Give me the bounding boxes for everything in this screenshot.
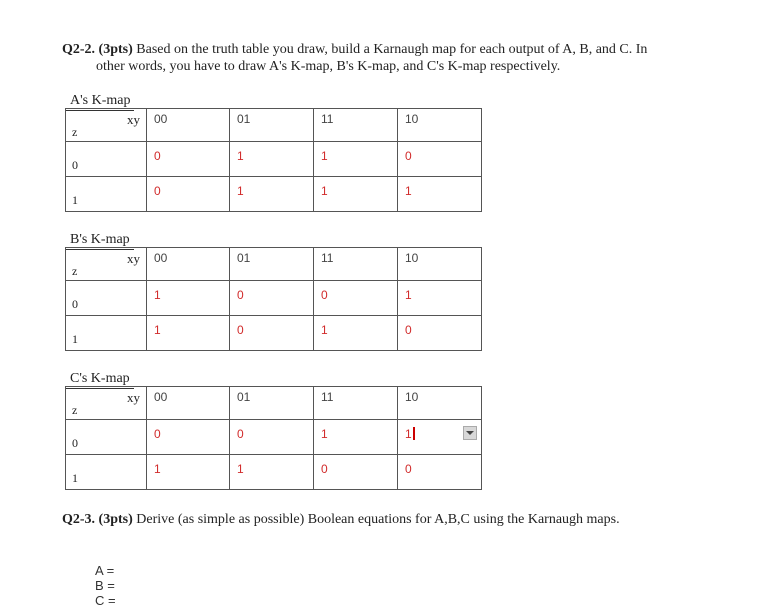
- kmap-b-z-label: z: [72, 264, 78, 278]
- kmap-c-row-label: 1: [72, 471, 78, 485]
- kmap-c-table: [65, 386, 482, 490]
- kmap-b-cell[interactable]: [398, 281, 482, 316]
- kmap-a-table: [65, 108, 482, 212]
- kmap-a-col-header: [314, 109, 398, 142]
- kmap-c-value: 1: [321, 427, 328, 441]
- question-2-2-text-line2: other words, you have to draw A's K-map, B's K-map, and C's K-map respectively.: [96, 59, 561, 74]
- kmap-a-value: 1: [321, 184, 328, 198]
- kmap-a-col-header: [147, 109, 230, 142]
- kmap-b-cell[interactable]: [398, 316, 482, 351]
- kmap-a-cell[interactable]: [314, 177, 398, 212]
- kmap-b-row-label: 0: [72, 297, 78, 311]
- text-cursor: [413, 427, 415, 440]
- kmap-a-row-label: 1: [72, 193, 78, 207]
- kmap-c-value: 0: [237, 427, 244, 441]
- kmap-b-title-text: B's K-map: [70, 232, 130, 247]
- kmap-a-value: 1: [237, 184, 244, 198]
- kmap-a-title: [70, 93, 130, 109]
- kmap-a-row-label-cell: [66, 177, 147, 212]
- kmap-c-cell[interactable]: [314, 455, 398, 490]
- kmap-b-col-10: 10: [405, 251, 419, 265]
- kmap-b-row-1: [66, 316, 482, 351]
- kmap-a-cell[interactable]: [147, 177, 230, 212]
- equation-b[interactable]: B =: [95, 578, 115, 593]
- kmap-c-col-00: 00: [154, 390, 168, 404]
- kmap-b-value: 0: [405, 323, 412, 337]
- kmap-c-value: 1: [237, 462, 244, 476]
- kmap-a-col-header: [398, 109, 482, 142]
- kmap-c-cell[interactable]: [230, 420, 314, 455]
- kmap-a-xy-label: xy: [127, 112, 140, 127]
- kmap-c-cell[interactable]: [398, 455, 482, 490]
- kmap-b-cell[interactable]: [230, 316, 314, 351]
- kmap-c-row-1: [66, 455, 482, 490]
- kmap-b-value: 0: [237, 323, 244, 337]
- kmap-a-cell[interactable]: [398, 142, 482, 177]
- kmap-c-col-11: 11: [321, 390, 334, 404]
- kmap-a-row-0: [66, 142, 482, 177]
- kmap-c-col-10: 10: [405, 390, 419, 404]
- question-2-2-text-line1: Based on the truth table you draw, build a Karnaugh map for each output of A, B, and C. In: [136, 42, 648, 57]
- kmap-c-title: [70, 371, 130, 387]
- kmap-b-col-header: [398, 248, 482, 281]
- kmap-b-value: 1: [405, 288, 412, 302]
- kmap-c-value: 0: [154, 427, 161, 441]
- kmap-c-xy-label: xy: [127, 390, 140, 405]
- kmap-a-value: 1: [321, 149, 328, 163]
- kmap-a-z-label: z: [72, 125, 78, 139]
- kmap-a-value: 0: [405, 149, 412, 163]
- kmap-a-cell[interactable]: [147, 142, 230, 177]
- kmap-a-value: 1: [405, 184, 412, 198]
- kmap-a-col-10: 10: [405, 112, 419, 126]
- kmap-a-value: 0: [154, 149, 161, 163]
- kmap-b-value: 1: [154, 323, 161, 337]
- kmap-a-cell[interactable]: [230, 177, 314, 212]
- question-2-2: [62, 41, 722, 75]
- kmap-a-cell[interactable]: [314, 142, 398, 177]
- kmap-c-value: 1: [154, 462, 161, 476]
- kmap-b-col-header: [147, 248, 230, 281]
- kmap-c-col-header: [398, 387, 482, 420]
- kmap-b-cell[interactable]: [147, 316, 230, 351]
- kmap-b-title: [70, 232, 130, 248]
- kmap-b-col-00: 00: [154, 251, 168, 265]
- kmap-b-cell[interactable]: [314, 281, 398, 316]
- kmap-b-col-header: [230, 248, 314, 281]
- kmap-a-row-label-cell: [66, 142, 147, 177]
- kmap-c-cell[interactable]: [314, 420, 398, 455]
- question-2-3-label: Q2-3. (3pts): [62, 512, 133, 527]
- kmap-b-value: 0: [321, 288, 328, 302]
- kmap-c-title-text: C's K-map: [70, 371, 130, 386]
- question-2-2-label: Q2-2. (3pts): [62, 42, 133, 57]
- kmap-c-cell[interactable]: [147, 455, 230, 490]
- kmap-b-row-label-cell: [66, 316, 147, 351]
- kmap-a-title-text: A's K-map: [70, 93, 131, 108]
- kmap-b-corner-cell: [66, 248, 147, 281]
- equation-a[interactable]: A =: [95, 563, 115, 578]
- kmap-c-z-label: z: [72, 403, 78, 417]
- kmap-b-xy-label: xy: [127, 251, 140, 266]
- kmap-c-row-label: 0: [72, 436, 78, 450]
- question-2-3: [62, 511, 620, 528]
- kmap-a-col-00: 00: [154, 112, 168, 126]
- kmap-c-row-0: [66, 420, 482, 455]
- chevron-down-icon[interactable]: [463, 426, 477, 440]
- kmap-a-row-label: 0: [72, 158, 78, 172]
- kmap-b-value: 1: [321, 323, 328, 337]
- kmap-a-value: 1: [237, 149, 244, 163]
- kmap-a-col-header: [230, 109, 314, 142]
- kmap-b-row-label: 1: [72, 332, 78, 346]
- kmap-c-corner-cell: [66, 387, 147, 420]
- kmap-c-col-header: [230, 387, 314, 420]
- kmap-c-value-text: 1: [405, 427, 412, 441]
- kmap-b-cell[interactable]: [147, 281, 230, 316]
- kmap-a-col-11: 11: [321, 112, 334, 126]
- kmap-b-table: [65, 247, 482, 351]
- question-2-3-text: Derive (as simple as possible) Boolean equations for A,B,C using the Karnaugh maps.: [136, 512, 620, 527]
- kmap-a-corner-cell: [66, 109, 147, 142]
- kmap-a-row-1: [66, 177, 482, 212]
- kmap-b-value: 0: [237, 288, 244, 302]
- kmap-b-cell[interactable]: [230, 281, 314, 316]
- kmap-c-col-header: [147, 387, 230, 420]
- kmap-b-cell[interactable]: [314, 316, 398, 351]
- kmap-a-cell[interactable]: [230, 142, 314, 177]
- kmap-b-value: 1: [154, 288, 161, 302]
- kmap-c-cell-active[interactable]: [398, 420, 482, 455]
- kmap-b-col-header: [314, 248, 398, 281]
- kmap-c-cell[interactable]: [230, 455, 314, 490]
- kmap-c-row-label-cell: [66, 455, 147, 490]
- kmap-c-col-header: [314, 387, 398, 420]
- equation-c[interactable]: C =: [95, 593, 116, 608]
- kmap-c-col-01: 01: [237, 390, 251, 404]
- kmap-a-cell[interactable]: [398, 177, 482, 212]
- kmap-b-row-0: [66, 281, 482, 316]
- kmap-b-col-01: 01: [237, 251, 251, 265]
- kmap-a-col-01: 01: [237, 112, 251, 126]
- kmap-a-value: 0: [154, 184, 161, 198]
- kmap-c-row-label-cell: [66, 420, 147, 455]
- kmap-c-cell[interactable]: [147, 420, 230, 455]
- question-2-2-line1: [62, 41, 722, 58]
- kmap-b-row-label-cell: [66, 281, 147, 316]
- kmap-b-col-11: 11: [321, 251, 334, 265]
- kmap-c-value: 0: [405, 462, 412, 476]
- kmap-c-value: 0: [321, 462, 328, 476]
